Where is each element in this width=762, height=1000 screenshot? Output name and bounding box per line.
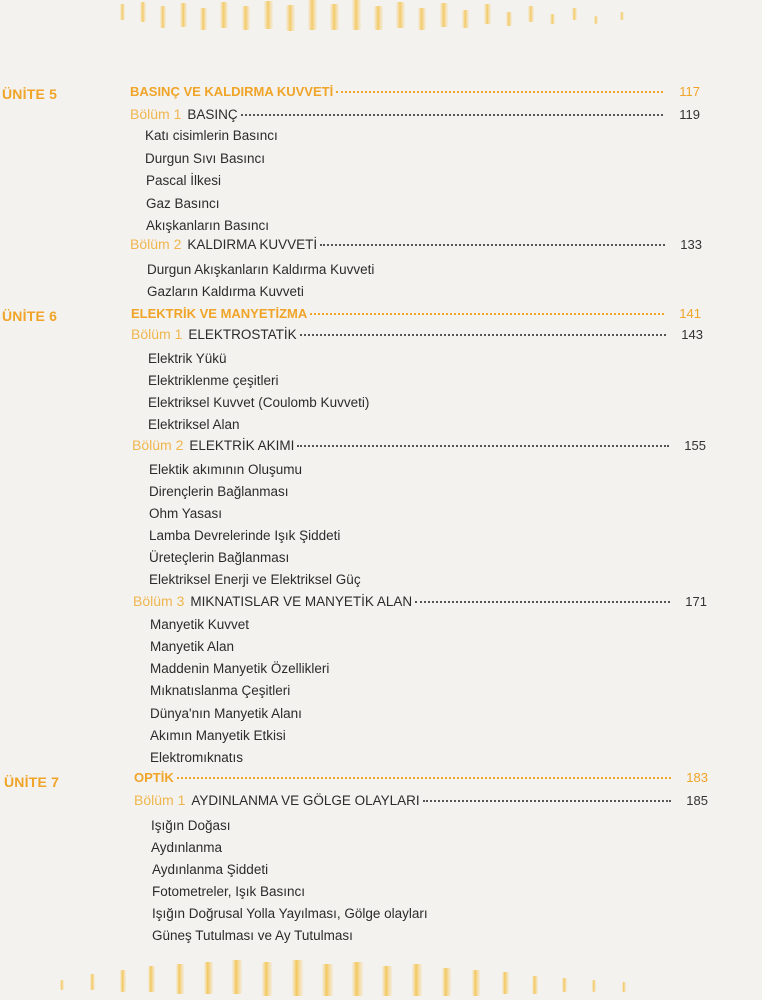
unit-title-row[interactable] <box>134 770 708 785</box>
page-number: 171 <box>685 594 707 609</box>
unit-title: ELEKTRİK VE MANYETİZMA <box>131 306 308 321</box>
page-number: 155 <box>684 438 706 453</box>
top-decorative-band <box>0 0 762 60</box>
topic-item: Fotometreler, Işık Basıncı <box>152 884 306 899</box>
bottom-decorative-band <box>0 950 762 1000</box>
chapter-row[interactable] <box>132 437 706 453</box>
topic-item: Elektrik Yükü <box>148 351 227 366</box>
dot-leader <box>300 334 666 336</box>
chapter-title: AYDINLANMA VE GÖLGE OLAYLARI <box>191 793 420 808</box>
topic-item: Gazların Kaldırma Kuvveti <box>147 284 304 299</box>
dot-leader <box>415 601 670 603</box>
unit-title-row[interactable] <box>130 84 700 99</box>
page-number: 143 <box>681 327 703 342</box>
topic-item: Aydınlanma Şiddeti <box>152 862 269 877</box>
chapter-title: KALDIRMA KUVVETİ <box>187 237 318 252</box>
topic-item: Dirençlerin Bağlanması <box>149 484 289 499</box>
topic-item: Pascal İlkesi <box>146 173 222 188</box>
topic-item: Elektriksel Kuvvet (Coulomb Kuvveti) <box>148 395 370 410</box>
topic-item: Işığın Doğrusal Yolla Yayılması, Gölge olayları <box>152 906 428 921</box>
dot-leader <box>336 91 663 93</box>
topic-item: Manyetik Kuvvet <box>150 617 250 632</box>
topic-item: Elektromıknatıs <box>150 750 244 765</box>
chapter-title: ELEKTRİK AKIMI <box>189 438 295 453</box>
dot-leader <box>177 777 671 779</box>
topic-item: Üreteçlerin Bağlanması <box>149 550 290 565</box>
topic-item: Elektik akımının Oluşumu <box>149 462 303 477</box>
chapter-number: Bölüm 1 <box>131 326 183 342</box>
topic-item: Lamba Devrelerinde Işık Şiddeti <box>149 528 341 543</box>
unit-label: ÜNİTE 5 <box>2 86 58 102</box>
chapter-row[interactable] <box>133 593 707 609</box>
dot-leader <box>310 313 664 315</box>
dot-leader <box>320 244 665 246</box>
topic-item: Durgun Akışkanların Kaldırma Kuvveti <box>147 262 375 277</box>
page-number: 183 <box>686 770 708 785</box>
chapter-number: Bölüm 1 <box>130 106 182 122</box>
dot-leader <box>297 445 669 447</box>
page-number: 141 <box>679 306 701 321</box>
topic-item: Gaz Basıncı <box>146 196 220 211</box>
chapter-row[interactable] <box>131 326 703 342</box>
topic-item: Ohm Yasası <box>149 506 223 521</box>
topic-item: Mıknatıslanma Çeşitleri <box>150 683 291 698</box>
page-number: 185 <box>686 793 708 808</box>
chapter-row[interactable] <box>130 236 702 252</box>
topic-item: Manyetik Alan <box>150 639 235 654</box>
chapter-number: Bölüm 3 <box>133 593 185 609</box>
topic-item: Dünya'nın Manyetik Alanı <box>150 706 302 721</box>
chapter-title: BASINÇ <box>187 107 238 122</box>
topic-item: Durgun Sıvı Basıncı <box>145 151 266 166</box>
topic-item: Elektriklenme çeşitleri <box>148 373 279 388</box>
unit-title: BASINÇ VE KALDIRMA KUVVETİ <box>130 84 334 99</box>
topic-item: Elektriksel Enerji ve Elektriksel Güç <box>149 572 361 587</box>
chapter-row[interactable] <box>130 106 700 122</box>
topic-item: Akımın Manyetik Etkisi <box>150 728 286 743</box>
unit-title-row[interactable] <box>131 306 701 321</box>
chapter-number: Bölüm 2 <box>132 437 184 453</box>
unit-label: ÜNİTE 7 <box>4 774 60 790</box>
page-number: 117 <box>679 84 700 99</box>
chapter-number: Bölüm 2 <box>130 236 182 252</box>
unit-label: ÜNİTE 6 <box>2 308 58 324</box>
topic-item: Katı cisimlerin Basıncı <box>145 128 278 143</box>
page-number: 133 <box>680 237 702 252</box>
chapter-number: Bölüm 1 <box>134 792 186 808</box>
chapter-row[interactable] <box>134 792 708 808</box>
topic-item: Işığın Doğası <box>151 818 231 833</box>
dot-leader <box>423 800 671 802</box>
chapter-title: ELEKTROSTATİK <box>188 327 297 342</box>
topic-item: Aydınlanma <box>151 840 223 855</box>
topic-item: Akışkanların Basıncı <box>146 218 270 233</box>
topic-item: Elektriksel Alan <box>148 417 240 432</box>
topic-item: Maddenin Manyetik Özellikleri <box>150 661 330 676</box>
page-number: 119 <box>679 107 700 122</box>
chapter-title: MIKNATISLAR VE MANYETİK ALAN <box>190 594 413 609</box>
dot-leader <box>241 114 663 116</box>
unit-title: OPTİK <box>134 770 174 785</box>
topic-item: Güneş Tutulması ve Ay Tutulması <box>152 928 353 943</box>
